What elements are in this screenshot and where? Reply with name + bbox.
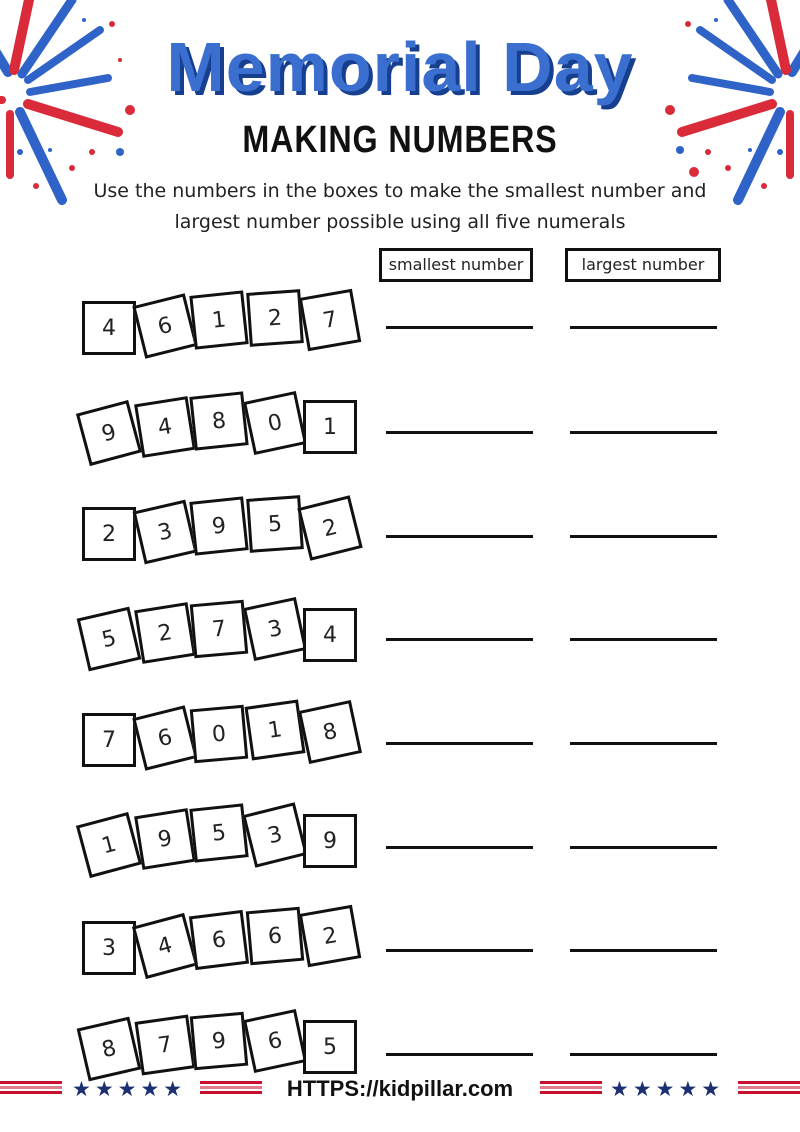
digit-box: 3 <box>243 597 307 661</box>
digit-box: 2 <box>246 289 304 347</box>
digit-box: 9 <box>303 814 357 868</box>
largest-answer-line[interactable] <box>570 1053 717 1056</box>
smallest-answer-line[interactable] <box>386 949 533 952</box>
digit-box: 2 <box>299 905 362 968</box>
smallest-answer-line[interactable] <box>386 742 533 745</box>
largest-answer-line[interactable] <box>570 326 717 329</box>
digit-box: 4 <box>303 608 357 662</box>
digit-box: 2 <box>297 495 362 560</box>
digit-box: 4 <box>134 396 196 458</box>
smallest-answer-line[interactable] <box>386 535 533 538</box>
digit-box: 6 <box>132 705 197 770</box>
largest-answer-line[interactable] <box>570 742 717 745</box>
digit-box: 7 <box>135 1015 196 1076</box>
digit-box: 8 <box>77 1017 142 1082</box>
problem-row <box>0 907 800 987</box>
digit-box: 0 <box>190 705 249 764</box>
digit-box: 3 <box>82 921 136 975</box>
smallest-answer-line[interactable] <box>386 326 533 329</box>
digit-box: 5 <box>246 495 304 553</box>
digit-box: 9 <box>76 400 142 466</box>
largest-answer-line[interactable] <box>570 638 717 641</box>
digit-box: 2 <box>134 602 196 664</box>
smallest-answer-line[interactable] <box>386 1053 533 1056</box>
digit-box: 1 <box>245 700 306 761</box>
digit-box: 5 <box>303 1020 357 1074</box>
digit-box: 9 <box>134 808 196 870</box>
footer-stripes-right <box>738 1081 800 1097</box>
largest-answer-line[interactable] <box>570 949 717 952</box>
digit-box: 1 <box>303 400 357 454</box>
footer-stripes-mid-left <box>200 1081 262 1097</box>
smallest-number-header: smallest number <box>379 248 533 282</box>
digit-box: 6 <box>243 1009 307 1073</box>
problem-row <box>0 701 800 781</box>
largest-answer-line[interactable] <box>570 846 717 849</box>
largest-number-header: largest number <box>565 248 721 282</box>
digit-box: 2 <box>82 507 136 561</box>
smallest-answer-line[interactable] <box>386 431 533 434</box>
footer-url[interactable]: HTTPS://kidpillar.com <box>286 1076 514 1101</box>
page-title: Memorial Day <box>166 28 634 106</box>
digit-box: 9 <box>189 496 248 555</box>
digit-box: 4 <box>82 301 136 355</box>
largest-answer-line[interactable] <box>570 431 717 434</box>
page-subtitle: MAKING NUMBERS <box>242 119 558 161</box>
problem-row <box>0 289 800 369</box>
digit-box: 8 <box>189 391 248 450</box>
digit-box: 8 <box>298 700 362 764</box>
digit-box: 6 <box>189 910 249 970</box>
footer-stripes-left <box>0 1081 62 1097</box>
digit-box: 3 <box>133 500 198 565</box>
digit-box: 6 <box>246 907 305 966</box>
smallest-answer-line[interactable] <box>386 638 533 641</box>
digit-box: 4 <box>132 913 198 979</box>
digit-box: 3 <box>242 802 307 867</box>
digit-box: 6 <box>132 293 197 358</box>
footer-stars-right: ★★★★★ <box>610 1077 725 1101</box>
digit-box: 5 <box>77 607 142 672</box>
instructions-text: Use the numbers in the boxes to make the smallest number and largest number possible using all five numerals <box>93 180 707 233</box>
digit-box: 1 <box>76 812 142 878</box>
largest-answer-line[interactable] <box>570 535 717 538</box>
smallest-answer-line[interactable] <box>386 846 533 849</box>
digit-box: 7 <box>82 713 136 767</box>
digit-box: 5 <box>189 803 248 862</box>
digit-box: 9 <box>190 1012 249 1071</box>
digit-box: 7 <box>190 600 249 659</box>
footer-stars-left: ★★★★★ <box>72 1077 187 1101</box>
digit-box: 0 <box>243 391 307 455</box>
digit-box: 7 <box>299 289 362 352</box>
footer-stripes-mid-right <box>540 1081 602 1097</box>
digit-box: 1 <box>189 290 248 349</box>
problem-row <box>0 804 800 884</box>
